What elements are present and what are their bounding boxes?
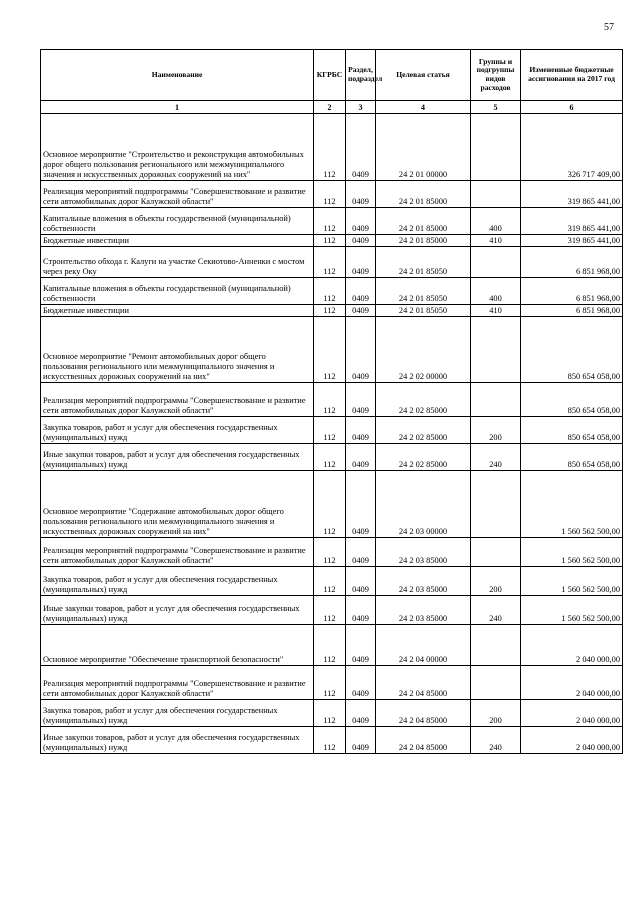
row-section: 0409 bbox=[346, 417, 376, 444]
row-section: 0409 bbox=[346, 317, 376, 383]
row-expense-group: 400 bbox=[471, 208, 521, 235]
row-name: Закупка товаров, работ и услуг для обеспечения государственных (муниципальных) нужд bbox=[41, 567, 314, 596]
row-name: Бюджетные инвестиции bbox=[41, 305, 314, 317]
row-kgrbs: 112 bbox=[314, 625, 346, 666]
budget-table bbox=[40, 49, 623, 754]
row-name: Закупка товаров, работ и услуг для обеспечения государственных (муниципальных) нужд bbox=[41, 417, 314, 444]
row-target-article: 24 2 03 85000 bbox=[376, 596, 471, 625]
table-row bbox=[41, 235, 623, 247]
row-amount: 6 851 968,00 bbox=[521, 278, 623, 305]
row-expense-group bbox=[471, 666, 521, 700]
table-row bbox=[41, 417, 623, 444]
row-kgrbs: 112 bbox=[314, 666, 346, 700]
row-kgrbs: 112 bbox=[314, 538, 346, 567]
row-kgrbs: 112 bbox=[314, 235, 346, 247]
header-expense-group: Группы и подгруппы видов расходов bbox=[471, 50, 521, 101]
header-amount: Измененные бюджетные ассигнования на 2017 год bbox=[521, 50, 623, 101]
row-expense-group bbox=[471, 625, 521, 666]
row-target-article: 24 2 02 85000 bbox=[376, 444, 471, 471]
page-number: 57 bbox=[604, 22, 614, 33]
table-body bbox=[41, 114, 623, 754]
column-number: 6 bbox=[521, 101, 623, 114]
table-row bbox=[41, 444, 623, 471]
row-section: 0409 bbox=[346, 181, 376, 208]
row-section: 0409 bbox=[346, 247, 376, 278]
header-target-article: Целевая статья bbox=[376, 50, 471, 101]
row-section: 0409 bbox=[346, 444, 376, 471]
row-kgrbs: 112 bbox=[314, 596, 346, 625]
header-row bbox=[41, 50, 623, 101]
row-target-article: 24 2 03 00000 bbox=[376, 471, 471, 538]
row-kgrbs: 112 bbox=[314, 417, 346, 444]
row-target-article: 24 2 02 85000 bbox=[376, 417, 471, 444]
column-number: 2 bbox=[314, 101, 346, 114]
row-section: 0409 bbox=[346, 567, 376, 596]
row-amount: 850 654 058,00 bbox=[521, 317, 623, 383]
row-expense-group: 410 bbox=[471, 235, 521, 247]
row-name: Основное мероприятие "Обеспечение транспортной безопасности" bbox=[41, 625, 314, 666]
row-kgrbs: 112 bbox=[314, 181, 346, 208]
row-section: 0409 bbox=[346, 235, 376, 247]
row-amount: 2 040 000,00 bbox=[521, 700, 623, 727]
row-target-article: 24 2 01 85000 bbox=[376, 208, 471, 235]
row-target-article: 24 2 01 85050 bbox=[376, 278, 471, 305]
column-number-row bbox=[41, 101, 623, 114]
row-name: Иные закупки товаров, работ и услуг для обеспечения государственных (муниципальных) нужд bbox=[41, 596, 314, 625]
row-amount: 850 654 058,00 bbox=[521, 417, 623, 444]
row-expense-group bbox=[471, 114, 521, 181]
row-target-article: 24 2 01 00000 bbox=[376, 114, 471, 181]
row-target-article: 24 2 04 85000 bbox=[376, 700, 471, 727]
row-amount: 1 560 562 500,00 bbox=[521, 538, 623, 567]
row-name: Основное мероприятие "Ремонт автомобильных дорог общего пользования регионального или межмуниципального значения и искусственных дорожных сооружений на них" bbox=[41, 317, 314, 383]
row-target-article: 24 2 04 00000 bbox=[376, 625, 471, 666]
row-amount: 319 865 441,00 bbox=[521, 235, 623, 247]
row-name: Реализация мероприятий подпрограммы "Совершенствование и развитие сети автомобильных дорог Калужской области" bbox=[41, 666, 314, 700]
row-section: 0409 bbox=[346, 208, 376, 235]
row-amount: 1 560 562 500,00 bbox=[521, 567, 623, 596]
row-section: 0409 bbox=[346, 305, 376, 317]
table-row bbox=[41, 181, 623, 208]
header-kgrbs: КГРБС bbox=[314, 50, 346, 101]
row-amount: 6 851 968,00 bbox=[521, 247, 623, 278]
row-amount: 326 717 409,00 bbox=[521, 114, 623, 181]
row-kgrbs: 112 bbox=[314, 305, 346, 317]
row-name: Реализация мероприятий подпрограммы "Совершенствование и развитие сети автомобильных дорог Калужской области" bbox=[41, 383, 314, 417]
column-number: 4 bbox=[376, 101, 471, 114]
row-name: Иные закупки товаров, работ и услуг для обеспечения государственных (муниципальных) нужд bbox=[41, 727, 314, 754]
row-amount: 850 654 058,00 bbox=[521, 383, 623, 417]
table-row bbox=[41, 666, 623, 700]
row-name: Основное мероприятие "Строительство и реконструкция автомобильных дорог общего пользования регионального или межмуниципального значения и искусственных дорожных сооружений на них" bbox=[41, 114, 314, 181]
table-row bbox=[41, 625, 623, 666]
row-amount: 319 865 441,00 bbox=[521, 208, 623, 235]
row-expense-group: 200 bbox=[471, 700, 521, 727]
table-row bbox=[41, 700, 623, 727]
row-amount: 6 851 968,00 bbox=[521, 305, 623, 317]
row-target-article: 24 2 03 85000 bbox=[376, 538, 471, 567]
row-target-article: 24 2 01 85000 bbox=[376, 181, 471, 208]
row-target-article: 24 2 03 85000 bbox=[376, 567, 471, 596]
row-target-article: 24 2 01 85000 bbox=[376, 235, 471, 247]
row-target-article: 24 2 04 85000 bbox=[376, 666, 471, 700]
row-section: 0409 bbox=[346, 383, 376, 417]
row-kgrbs: 112 bbox=[314, 208, 346, 235]
row-section: 0409 bbox=[346, 471, 376, 538]
row-expense-group bbox=[471, 247, 521, 278]
table-row bbox=[41, 567, 623, 596]
row-amount: 319 865 441,00 bbox=[521, 181, 623, 208]
row-section: 0409 bbox=[346, 278, 376, 305]
row-kgrbs: 112 bbox=[314, 278, 346, 305]
row-section: 0409 bbox=[346, 700, 376, 727]
table-row bbox=[41, 471, 623, 538]
column-number: 1 bbox=[41, 101, 314, 114]
row-section: 0409 bbox=[346, 625, 376, 666]
row-amount: 1 560 562 500,00 bbox=[521, 596, 623, 625]
table-row bbox=[41, 538, 623, 567]
row-section: 0409 bbox=[346, 538, 376, 567]
row-expense-group bbox=[471, 383, 521, 417]
table-header bbox=[41, 50, 623, 114]
row-expense-group: 200 bbox=[471, 417, 521, 444]
row-expense-group: 200 bbox=[471, 567, 521, 596]
row-kgrbs: 112 bbox=[314, 317, 346, 383]
table-row bbox=[41, 247, 623, 278]
row-expense-group bbox=[471, 317, 521, 383]
row-section: 0409 bbox=[346, 727, 376, 754]
row-name: Закупка товаров, работ и услуг для обеспечения государственных (муниципальных) нужд bbox=[41, 700, 314, 727]
row-amount: 2 040 000,00 bbox=[521, 625, 623, 666]
row-expense-group: 240 bbox=[471, 727, 521, 754]
row-kgrbs: 112 bbox=[314, 727, 346, 754]
row-kgrbs: 112 bbox=[314, 700, 346, 727]
row-kgrbs: 112 bbox=[314, 567, 346, 596]
row-target-article: 24 2 02 00000 bbox=[376, 317, 471, 383]
row-expense-group: 410 bbox=[471, 305, 521, 317]
row-expense-group: 400 bbox=[471, 278, 521, 305]
row-name: Бюджетные инвестиции bbox=[41, 235, 314, 247]
column-number: 3 bbox=[346, 101, 376, 114]
row-name: Реализация мероприятий подпрограммы "Совершенствование и развитие сети автомобильных дорог Калужской области" bbox=[41, 538, 314, 567]
row-kgrbs: 112 bbox=[314, 471, 346, 538]
table-row bbox=[41, 305, 623, 317]
table-row bbox=[41, 727, 623, 754]
row-kgrbs: 112 bbox=[314, 383, 346, 417]
row-expense-group: 240 bbox=[471, 444, 521, 471]
table-row bbox=[41, 596, 623, 625]
row-kgrbs: 112 bbox=[314, 444, 346, 471]
table-row bbox=[41, 278, 623, 305]
row-expense-group bbox=[471, 538, 521, 567]
table-row bbox=[41, 208, 623, 235]
row-kgrbs: 112 bbox=[314, 114, 346, 181]
row-name: Капитальные вложения в объекты государственной (муниципальной) собственности bbox=[41, 208, 314, 235]
row-section: 0409 bbox=[346, 666, 376, 700]
table-row bbox=[41, 317, 623, 383]
row-expense-group bbox=[471, 181, 521, 208]
row-amount: 2 040 000,00 bbox=[521, 727, 623, 754]
row-name: Реализация мероприятий подпрограммы "Совершенствование и развитие сети автомобильных дорог Калужской области" bbox=[41, 181, 314, 208]
row-name: Строительство обхода г. Калуги на участке Секиотово-Анненки с мостом через реку Оку bbox=[41, 247, 314, 278]
row-section: 0409 bbox=[346, 114, 376, 181]
row-amount: 850 654 058,00 bbox=[521, 444, 623, 471]
header-section: Раздел, подраздел bbox=[346, 50, 376, 101]
table-row bbox=[41, 114, 623, 181]
row-expense-group bbox=[471, 471, 521, 538]
row-name: Иные закупки товаров, работ и услуг для обеспечения государственных (муниципальных) нужд bbox=[41, 444, 314, 471]
table-row bbox=[41, 383, 623, 417]
row-name: Капитальные вложения в объекты государственной (муниципальной) собственности bbox=[41, 278, 314, 305]
row-target-article: 24 2 04 85000 bbox=[376, 727, 471, 754]
row-expense-group: 240 bbox=[471, 596, 521, 625]
row-kgrbs: 112 bbox=[314, 247, 346, 278]
header-name: Наименование bbox=[41, 50, 314, 101]
row-section: 0409 bbox=[346, 596, 376, 625]
column-number: 5 bbox=[471, 101, 521, 114]
row-amount: 1 560 562 500,00 bbox=[521, 471, 623, 538]
row-target-article: 24 2 01 85050 bbox=[376, 305, 471, 317]
row-target-article: 24 2 02 85000 bbox=[376, 383, 471, 417]
row-target-article: 24 2 01 85050 bbox=[376, 247, 471, 278]
row-name: Основное мероприятие "Содержание автомобильных дорог общего пользования регионального или межмуниципального значения и искусственных дорожных сооружений на них" bbox=[41, 471, 314, 538]
row-amount: 2 040 000,00 bbox=[521, 666, 623, 700]
